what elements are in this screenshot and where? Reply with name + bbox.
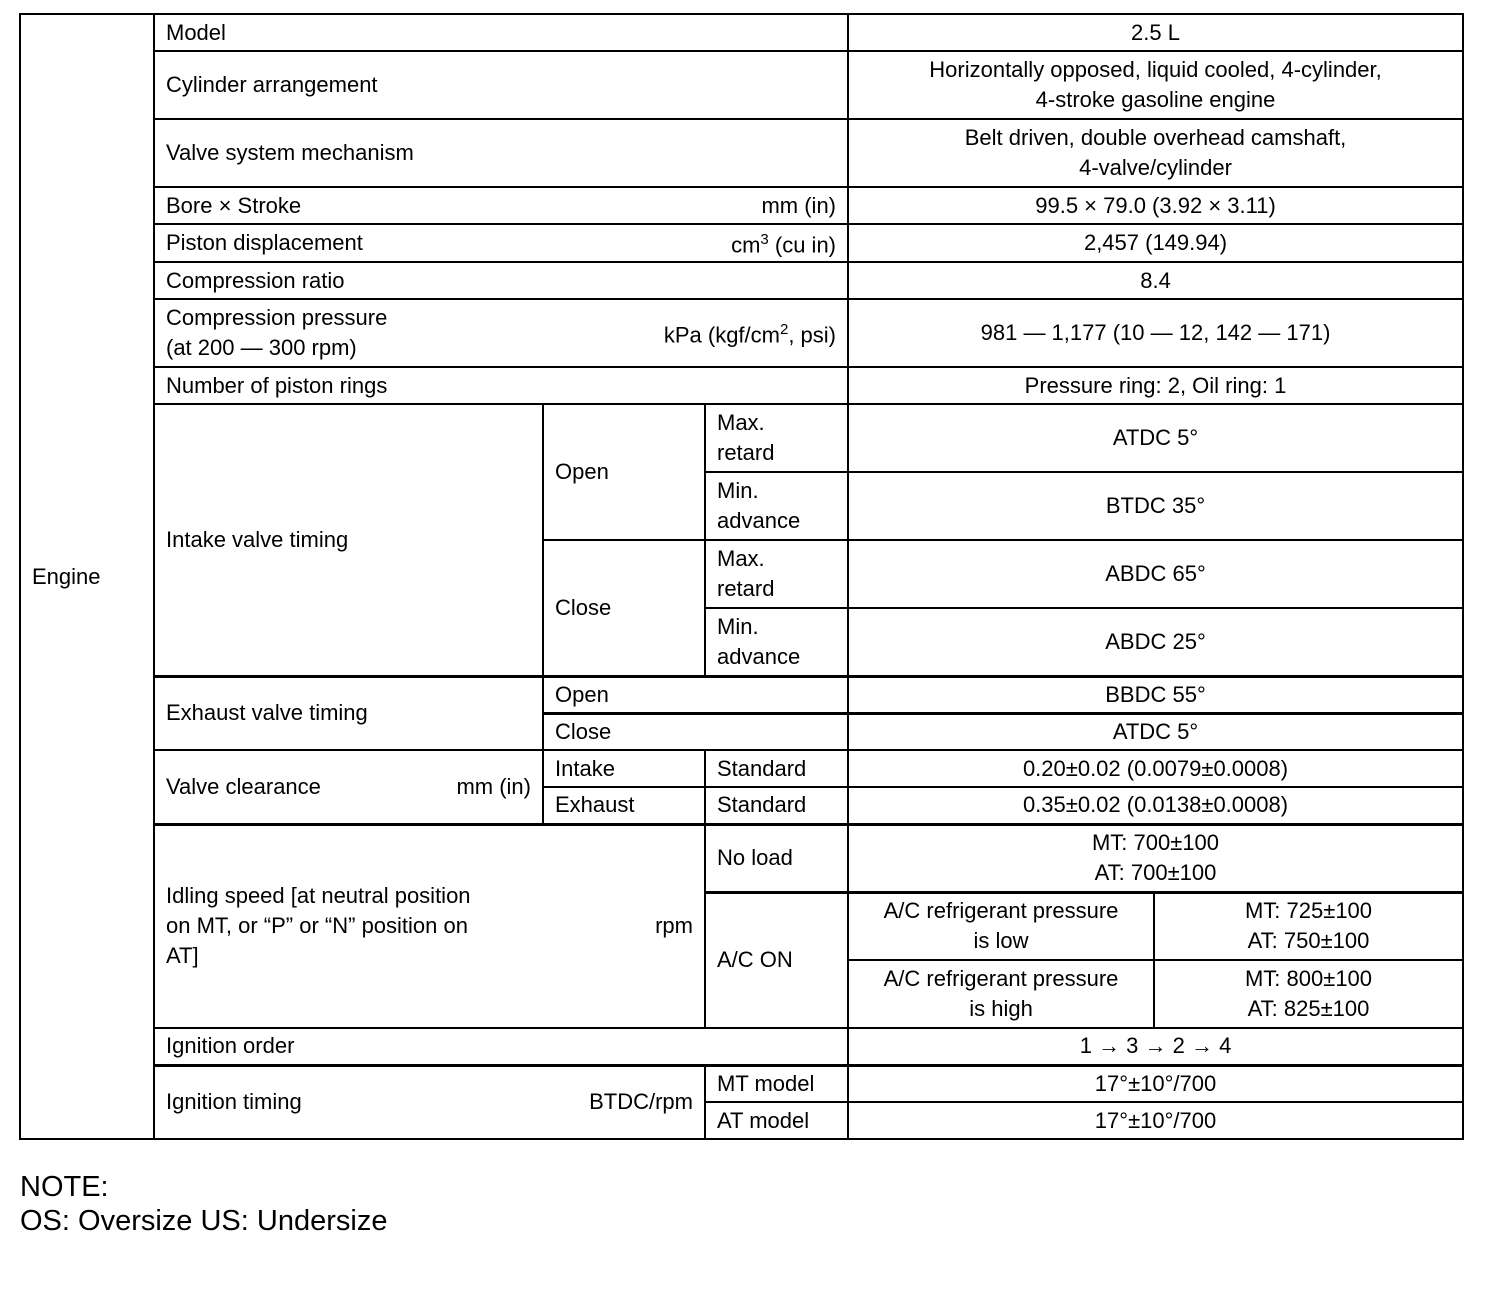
table-row: [20, 51, 1463, 119]
table-row: [20, 1028, 1463, 1065]
sub-label: No load: [705, 824, 848, 892]
spec-label: Bore × Stroke mm (in): [154, 187, 848, 224]
sub-label: AT model: [705, 1102, 848, 1139]
spec-value: 981 — 1,177 (10 — 12, 142 — 171): [848, 299, 1463, 367]
unit-label: mm (in): [456, 773, 531, 799]
sub-sub-label: Standard: [705, 787, 848, 824]
sub-sub-label: Max. retard: [705, 404, 848, 472]
sub-sub-label: Standard: [705, 750, 848, 787]
spec-label: Valve clearance mm (in): [154, 750, 543, 824]
unit-label: rpm: [655, 913, 693, 939]
sub-label: Intake: [543, 750, 705, 787]
table-row: [20, 187, 1463, 224]
spec-value: 8.4: [848, 262, 1463, 299]
spec-label: Cylinder arrangement: [154, 51, 848, 119]
spec-label: Ignition order: [154, 1028, 848, 1065]
spec-label: Compression ratio: [154, 262, 848, 299]
spec-value: 2,457 (149.94): [848, 224, 1463, 262]
spec-value: ATDC 5°: [848, 713, 1463, 750]
table-row: [20, 14, 1463, 51]
spec-label: Number of piston rings: [154, 367, 848, 404]
spec-label: Exhaust valve timing: [154, 676, 543, 750]
sub-sub-label: Max. retard: [705, 540, 848, 608]
spec-value: BBDC 55°: [848, 676, 1463, 713]
table-row: [20, 299, 1463, 367]
spec-value: Horizontally opposed, liquid cooled, 4-cylinder, 4-stroke gasoline engine: [848, 51, 1463, 119]
note-title: NOTE:: [20, 1171, 109, 1203]
sub-label: Open: [543, 676, 848, 713]
spec-label: Idling speed [at neutral position on MT, or “P” or “N” position on AT] rpm: [154, 824, 705, 1028]
spec-value: ABDC 25°: [848, 608, 1463, 676]
unit-label: mm (in): [761, 192, 837, 218]
spec-value: 99.5 × 79.0 (3.92 × 3.11): [848, 187, 1463, 224]
table-row: [20, 224, 1463, 262]
table-row: [20, 750, 1463, 787]
spec-value: 17°±10°/700: [848, 1065, 1463, 1102]
unit-label: kPa ($kgf/cm^2$, psi): [663, 321, 837, 348]
spec-value: Pressure ring: 2, Oil ring: 1: [848, 367, 1463, 404]
spec-value: BTDC 35°: [848, 472, 1463, 540]
spec-value: ATDC 5°: [848, 404, 1463, 472]
sub-sub-label: Min. advance: [705, 608, 848, 676]
spec-label: Compression pressure (at 200 — 300 rpm) kPa ($kgf/cm^2$, psi): [154, 299, 848, 367]
table-row: [20, 367, 1463, 404]
table-row: [20, 824, 1463, 892]
sub-label: Exhaust: [543, 787, 705, 824]
spec-value: 0.35±0.02 (0.0138±0.0008): [848, 787, 1463, 824]
table-row: [20, 119, 1463, 187]
spec-value: 2.5 L: [848, 14, 1463, 51]
unit-label: BTDC/rpm: [589, 1089, 693, 1115]
spec-value: MT: 800±100 AT: 825±100: [1154, 960, 1463, 1028]
spec-value: ABDC 65°: [848, 540, 1463, 608]
spec-label: Intake valve timing: [154, 404, 543, 676]
table-row: [20, 1065, 1463, 1102]
note-text: OS: Oversize US: Undersize: [20, 1205, 388, 1237]
spec-value: 1 → 3 → 2 → 4: [848, 1028, 1463, 1065]
sub-label: A/C ON: [705, 892, 848, 1028]
unit-label: $cm^3$ (cu in): [731, 231, 837, 258]
spec-label: Model: [154, 14, 848, 51]
sub-sub-label: A/C refrigerant pressure is low: [848, 892, 1154, 960]
sub-sub-label: A/C refrigerant pressure is high: [848, 960, 1154, 1028]
table-row: [20, 262, 1463, 299]
sub-label: MT model: [705, 1065, 848, 1102]
spec-value: MT: 700±100 AT: 700±100: [848, 824, 1463, 892]
spec-value: MT: 725±100 AT: 750±100: [1154, 892, 1463, 960]
table-row: [20, 404, 1463, 472]
spec-label: Piston displacement $cm^3$ (cu in): [154, 224, 848, 262]
note-block: [20, 1170, 387, 1238]
sub-sub-label: Min. advance: [705, 472, 848, 540]
table-row: [20, 676, 1463, 713]
spec-label: Ignition timing BTDC/rpm: [154, 1065, 705, 1139]
sub-label: Close: [543, 540, 705, 676]
sub-label: Open: [543, 404, 705, 540]
spec-label: Valve system mechanism: [154, 119, 848, 187]
sub-label: Close: [543, 713, 848, 750]
spec-value: Belt driven, double overhead camshaft, 4-valve/cylinder: [848, 119, 1463, 187]
spec-value: 17°±10°/700: [848, 1102, 1463, 1139]
engine-spec-table: [19, 13, 1464, 1140]
spec-value: 0.20±0.02 (0.0079±0.0008): [848, 750, 1463, 787]
engine-section-label: Engine: [20, 14, 154, 1139]
